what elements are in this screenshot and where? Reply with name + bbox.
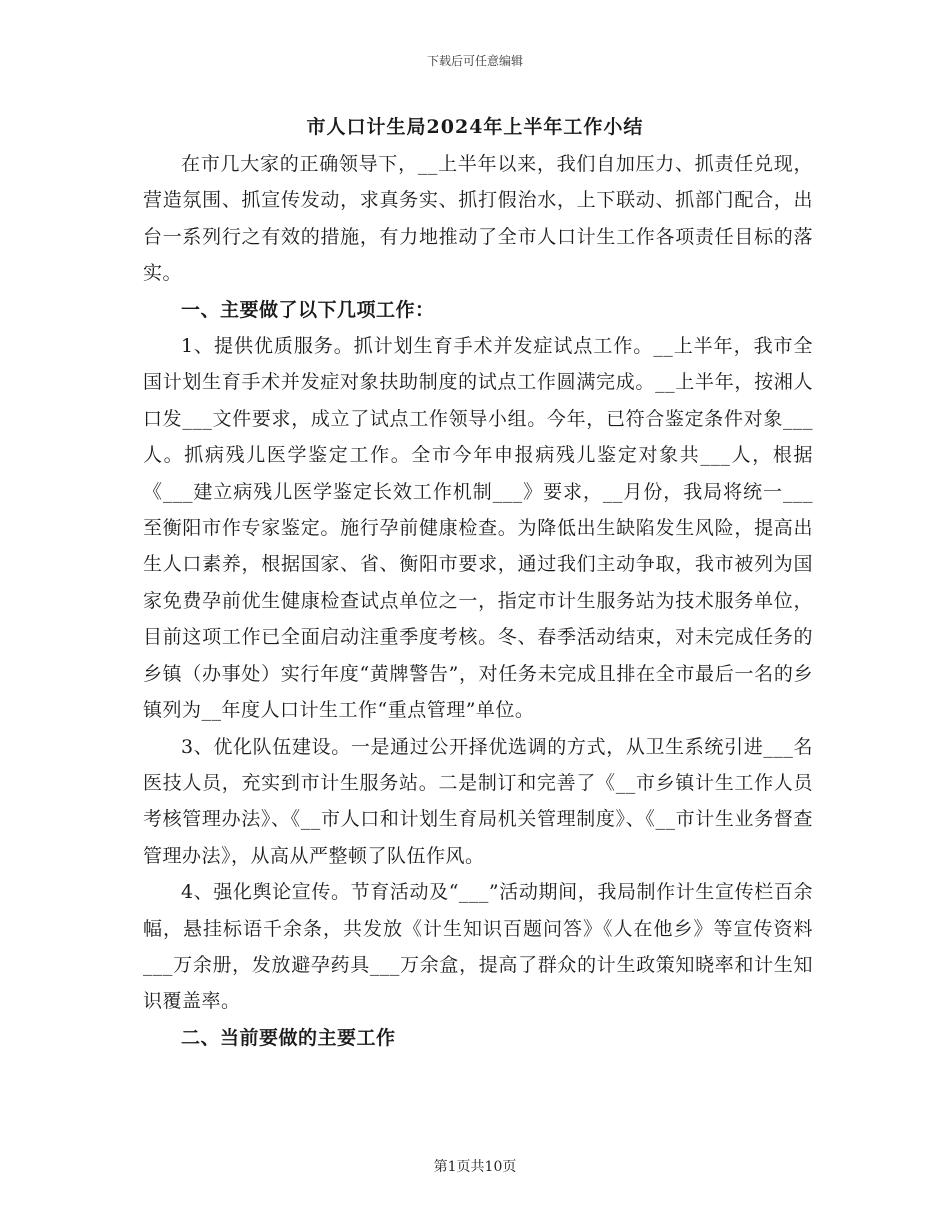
item-3-paragraph: 3、优化队伍建设。一是通过公开择优选调的方式，从卫生系统引进___名医技人员，充实到市计生服务站。二是制订和完善了《__市乡镇计生工作人员考核管理办法》、《__市人口和计划生育局机关管理制度》、《__市计生业务督查管理办法》，从高从严整顿了队伍作风。 <box>143 735 813 867</box>
section-heading-2: 二、当前要做的主要工作 <box>181 1026 396 1049</box>
intro-paragraph: 在市几大家的正确领导下，__上半年以来，我们自加压力、抓责任兑现，营造氛围、抓宣传发动，求真务实、抓打假治水，上下联动、抓部门配合，出台一系列行之有效的措施，有力地推动了全市人口计生工作各项责任目标的落实。 <box>143 153 813 285</box>
section-heading-1: 一、主要做了以下几项工作： <box>181 298 435 321</box>
item-4-paragraph: 4、强化舆论宣传。节育活动及“___”活动期间，我局制作计生宣传栏百余幅，悬挂标语千余条，共发放《计生知识百题问答》《人在他乡》等宣传资料___万余册，发放避孕药具___万余盒，提高了群众的计生政策知晓率和计生知识覆盖率。 <box>143 881 813 1013</box>
item-1-paragraph: 1、提供优质服务。抓计划生育手术并发症试点工作。__上半年，我市全国计划生育手术并发症对象扶助制度的试点工作圆满完成。__上半年，按湘人口发___文件要求，成立了试点工作领导小组。今年，已符合鉴定条件对象___人。抓病残儿医学鉴定工作。全市今年申报病残儿鉴定对象共___人，根据《___建立病残儿医学鉴定长效工作机制___》要求，__月份，我局将统一___至衡阳市作专家鉴定。施行孕前健康检查。为降低出生缺陷发生风险，提高出生人口素养，根据国家、省、衡阳市要求，通过我们主动争取，我市被列为国家免费孕前优生健康检查试点单位之一，指定市计生服务站为技术服务单位，目前这项工作已全面启动注重季度考核。冬、春季活动结束，对未完成任务的乡镇（办事处）实行年度“黄牌警告”，对任务未完成且排在全市最后一名的乡镇列为__年度人口计生工作“重点管理”单位。 <box>143 335 813 722</box>
document-title: 市人口计生局2024年上半年工作小结 <box>306 116 644 138</box>
page-number-footer: 第1页共10页 <box>433 1159 517 1175</box>
page-header-note: 下载后可任意编辑 <box>426 54 523 68</box>
document-body <box>143 146 813 1056</box>
